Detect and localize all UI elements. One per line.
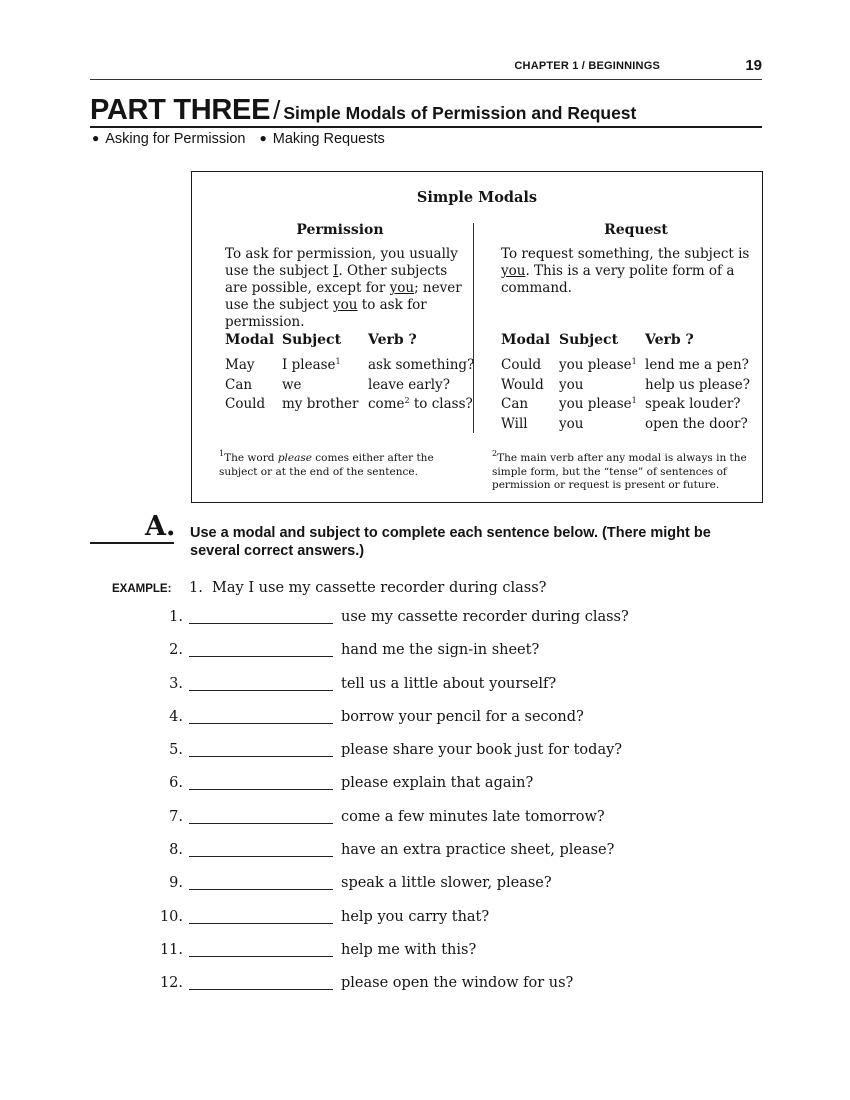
modal-cell: Could [501, 357, 542, 373]
item-prompt: use my cassette recorder during class? [341, 609, 629, 625]
answer-blank[interactable] [189, 723, 333, 724]
table-row [225, 357, 474, 377]
underlined-word: I [333, 263, 339, 279]
table-row [501, 416, 750, 436]
item-prompt: help you carry that? [341, 908, 490, 925]
item-number: 2. [169, 642, 183, 659]
permission-heading: Permission [296, 222, 384, 238]
footnote-ref: 2 [404, 396, 410, 405]
request-heading: Request [604, 222, 668, 238]
footnote-text: The word [224, 452, 278, 464]
footnote-1 [219, 447, 469, 479]
answer-blank[interactable] [189, 623, 333, 624]
footnote-text: comes either after the subject or at the end of the sentence. [219, 452, 434, 478]
table-row [501, 396, 750, 416]
item-prompt: have an extra practice sheet, please? [341, 842, 615, 859]
item-number: 1. [169, 609, 183, 625]
col-header-subject: Subject [559, 332, 619, 348]
item-prompt: speak a little slower, please? [341, 875, 552, 892]
request-table [501, 332, 750, 435]
item-number: 12. [159, 975, 183, 992]
subject-cell: you [559, 376, 584, 393]
underlined-word: you [501, 263, 526, 279]
modal-cell: Could [225, 396, 266, 412]
bullet-icon: ● [259, 131, 267, 145]
item-prompt: please open the window for us? [341, 975, 574, 992]
exercise-rule [90, 542, 174, 544]
footnote-mark: 2 [492, 449, 498, 458]
modal-cell: May [225, 357, 255, 373]
col-header-subject: Subject [282, 332, 342, 348]
col-header-verb: Verb ? [645, 332, 694, 348]
example-line [112, 577, 546, 596]
answer-blank[interactable] [189, 956, 333, 957]
table-row [225, 377, 474, 397]
permission-column [225, 222, 465, 331]
footnote-ref: 1 [631, 357, 637, 366]
item-number: 4. [169, 708, 183, 725]
subject-text: you please [559, 357, 632, 373]
title-rule [90, 126, 762, 128]
table-header [225, 332, 474, 357]
answer-blank[interactable] [189, 756, 333, 757]
col-header-verb: Verb ? [368, 332, 417, 348]
table-row [501, 377, 750, 397]
item-prompt: tell us a little about yourself? [341, 675, 557, 692]
subject-text: you please [559, 396, 632, 412]
verb-text: to class? [409, 396, 473, 412]
answer-blank[interactable] [189, 856, 333, 857]
modal-cell: Can [225, 376, 253, 393]
footnote-ref: 1 [631, 396, 637, 405]
verb-cell: lend me a pen? [645, 357, 749, 373]
verb-cell: help us please? [645, 376, 751, 393]
item-number: 6. [169, 775, 183, 792]
subject-cell: we [282, 376, 302, 393]
item-prompt: help me with this? [341, 941, 477, 958]
answer-blank[interactable] [189, 823, 333, 824]
desc-text: . Other subjects are possible, except for [225, 263, 448, 296]
footnote-text: The main verb after any modal is always in the simple form, but the “tense” of sentences of permission or request is present or future. [492, 452, 747, 491]
chapter-label: CHAPTER 1 / BEGINNINGS [514, 60, 660, 72]
verb-cell: leave early? [368, 376, 450, 393]
item-number: 8. [169, 842, 183, 859]
exercise-letter: A. [145, 511, 176, 542]
desc-text: to ask for permission. [225, 297, 427, 330]
modal-cell: Will [501, 415, 528, 432]
page-title [90, 94, 762, 127]
table-row [225, 396, 474, 416]
answer-blank[interactable] [189, 989, 333, 990]
desc-text: . This is a very polite form of a command. [501, 263, 735, 296]
answer-blank[interactable] [189, 789, 333, 790]
example-label: EXAMPLE: [112, 583, 172, 595]
verb-cell: ask something? [368, 357, 475, 373]
underlined-word: you [389, 280, 415, 296]
permission-description [225, 246, 465, 331]
answer-blank[interactable] [189, 690, 333, 691]
item-number: 9. [169, 875, 183, 892]
modal-cell: Would [501, 376, 544, 393]
footnote-ref: 1 [335, 357, 341, 366]
grammar-box [191, 171, 763, 503]
table-header [501, 332, 750, 357]
item-number: 5. [169, 742, 183, 759]
answer-blank[interactable] [189, 656, 333, 657]
modal-cell: Can [501, 396, 529, 412]
subject-cell [282, 357, 368, 373]
desc-text: ; never use the subject [225, 280, 462, 313]
example-text: 1. May I use my cassette recorder during class? [189, 580, 547, 596]
footnote-2 [492, 447, 754, 493]
answer-blank[interactable] [189, 889, 333, 890]
item-prompt: please explain that again? [341, 775, 534, 792]
subject-cell [559, 396, 645, 412]
title-separator: / [273, 95, 281, 125]
item-number: 3. [169, 675, 183, 692]
request-description [501, 246, 751, 297]
desc-text: To ask for permission, you usually use the subject [225, 246, 458, 279]
topic-item: Making Requests [272, 131, 385, 147]
item-number: 11. [159, 941, 183, 958]
grammar-box-title: Simple Modals [416, 189, 538, 206]
part-subtitle: Simple Modals of Permission and Request [283, 103, 637, 123]
header-rule [90, 79, 762, 80]
item-number: 7. [169, 808, 183, 825]
permission-table [225, 332, 474, 416]
subject-cell: you [559, 415, 584, 432]
subject-cell: my brother [282, 396, 359, 412]
verb-cell [368, 396, 473, 412]
topic-item: Asking for Permission [105, 131, 246, 147]
item-prompt: please share your book just for today? [341, 742, 623, 759]
verb-cell: open the door? [645, 415, 748, 432]
page-number: 19 [745, 57, 762, 74]
part-label: PART THREE [90, 94, 271, 126]
item-prompt: come a few minutes late tomorrow? [341, 808, 605, 825]
col-header-modal: Modal [501, 332, 551, 348]
subject-text: I please [282, 357, 336, 373]
running-header [90, 59, 762, 79]
footnote-emphasis: please [277, 452, 312, 464]
item-prompt: borrow your pencil for a second? [341, 708, 584, 725]
topic-list [92, 131, 395, 147]
table-row [501, 357, 750, 377]
underlined-word: you [333, 297, 358, 313]
subject-cell [559, 357, 645, 373]
col-header-modal: Modal [225, 332, 275, 348]
verb-cell: speak louder? [645, 396, 741, 412]
item-prompt: hand me the sign-in sheet? [341, 642, 540, 659]
verb-text: come [368, 396, 405, 412]
bullet-icon: ● [92, 131, 100, 145]
exercise-instructions: Use a modal and subject to complete each sentence below. (There might be several correct answers.) [190, 525, 711, 559]
desc-text: To request something, the subject is [501, 246, 750, 262]
footnote-mark: 1 [219, 449, 225, 458]
answer-blank[interactable] [189, 923, 333, 924]
request-column [501, 222, 751, 297]
item-number: 10. [159, 908, 183, 925]
